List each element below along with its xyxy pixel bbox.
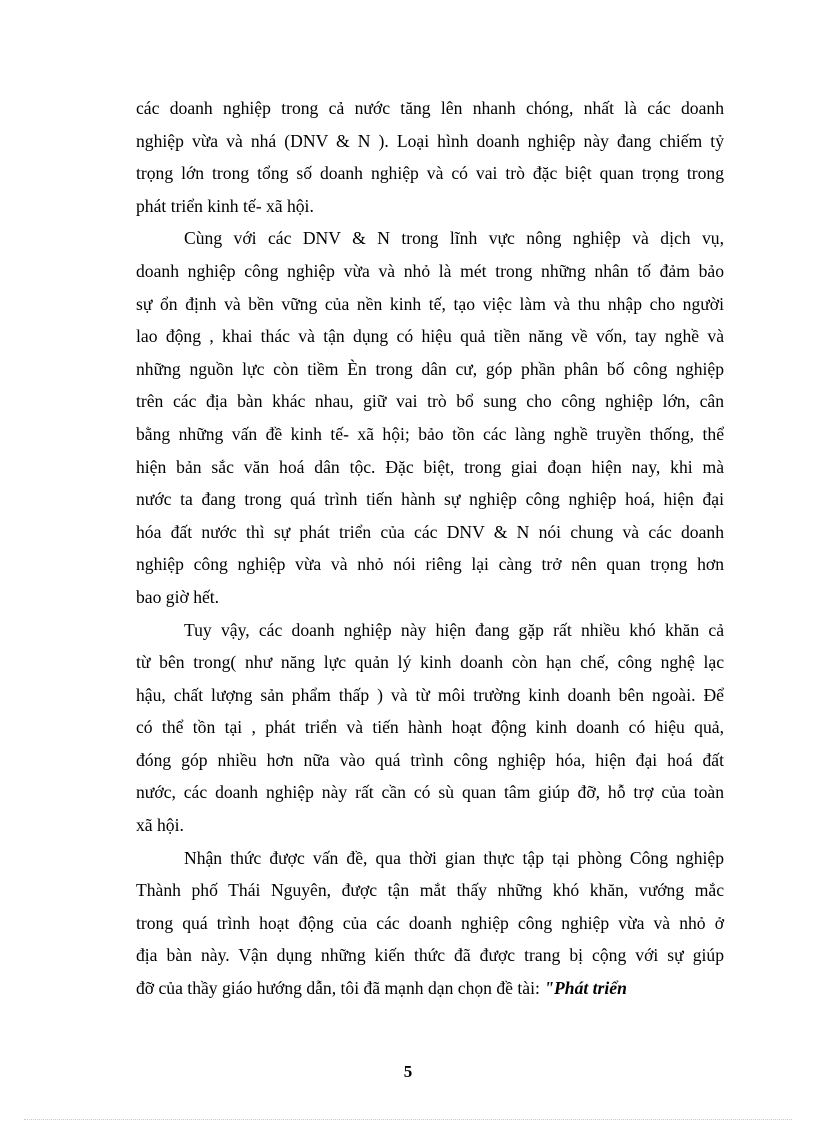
paragraph-3-line: nước, các doanh nghiệp này rất cần có sù quan tâm giúp đỡ, hỗ trợ của toàn bbox=[136, 782, 724, 803]
paragraph-3-line: từ bên trong( như năng lực quản lý kinh doanh còn hạn chế, công nghệ lạc bbox=[136, 652, 724, 673]
paragraph-3-line: xã hội. bbox=[136, 815, 184, 836]
paragraph-2-line: hóa đất nước thì sự phát triển của các DNV & N nói chung và các doanh bbox=[136, 521, 724, 542]
paragraph-2-line: bằng những vấn đề kinh tế- xã hội; bảo tồn các làng nghề truyền thống, thể bbox=[136, 423, 724, 444]
paragraph-1-line: phát triển kinh tế- xã hội. bbox=[136, 195, 314, 216]
paragraph-3-line: hậu, chất lượng sản phẩm thấp ) và từ môi trường kinh doanh bên ngoài. Để bbox=[136, 684, 724, 705]
body-text bbox=[136, 92, 724, 1005]
paragraph-2-line: nước ta đang trong quá trình tiến hành sự nghiệp công nghiệp hoá, hiện đại bbox=[136, 489, 724, 510]
paragraph-2-line: bao giờ hết. bbox=[136, 586, 220, 607]
paragraph-3-line: đóng góp nhiều hơn nữa vào quá trình công nghiệp hóa, hiện đại hoá đất bbox=[136, 749, 724, 770]
paragraph-3-line: có thể tồn tại , phát triển và tiến hành hoạt động kinh doanh có hiệu quả, bbox=[136, 717, 724, 738]
paragraph-1-line: nghiệp vừa và nhá (DNV & N ). Loại hình doanh nghiệp này đang chiếm tỷ bbox=[136, 130, 724, 151]
paragraph-1-line: trọng lớn trong tổng số doanh nghiệp và có vai trò đặc biệt quan trọng trong bbox=[136, 163, 724, 184]
paragraph-4-line: địa bàn này. Vận dụng những kiến thức đã được trang bị cộng với sự giúp bbox=[136, 945, 724, 966]
paragraph-2-line: nghiệp công nghiệp vừa và nhỏ nói riêng lại càng trở nên quan trọng hơn bbox=[136, 554, 724, 575]
footer-divider bbox=[24, 1119, 792, 1120]
paragraph-4-line: trong quá trình hoạt động của các doanh nghiệp công nghiệp vừa và nhỏ ở bbox=[136, 912, 724, 933]
paragraph-4-final-line bbox=[136, 972, 724, 1005]
paragraph-4-line: đỡ của thầy giáo hướng dẫn, tôi đã mạnh dạn chọn đề tài: bbox=[136, 978, 545, 999]
paragraph-2-line: Cùng với các DNV & N trong lĩnh vực nông nghiệp và dịch vụ, bbox=[184, 228, 724, 249]
thesis-title-fragment: "Phát triển bbox=[544, 978, 627, 999]
paragraph-2-line: những nguồn lực còn tiềm Èn trong dân cư, góp phần phân bố công nghiệp bbox=[136, 358, 724, 379]
paragraph-2-line: doanh nghiệp công nghiệp vừa và nhỏ là mét trong những nhân tố đảm bảo bbox=[136, 260, 724, 281]
paragraph-2-line: hiện bản sắc văn hoá dân tộc. Đặc biệt, trong giai đoạn hiện nay, khi mà bbox=[136, 456, 724, 477]
paragraph-1-line: các doanh nghiệp trong cả nước tăng lên nhanh chóng, nhất là các doanh bbox=[136, 98, 724, 118]
paragraph-2-line: lao động , khai thác và tận dụng có hiệu quả tiền năng về vốn, tay nghề và bbox=[136, 326, 724, 347]
paragraph-4-line: Thành phố Thái Nguyên, được tận mắt thấy những khó khăn, vướng mắc bbox=[136, 880, 724, 901]
paragraph-3-line: Tuy vậy, các doanh nghiệp này hiện đang gặp rất nhiều khó khăn cả bbox=[184, 619, 724, 640]
paragraph-4-line: Nhận thức được vấn đề, qua thời gian thực tập tại phòng Công nghiệp bbox=[184, 847, 724, 868]
paragraph-2-line: trên các địa bàn khác nhau, giữ vai trò bổ sung cho công nghiệp lớn, cân bbox=[136, 391, 724, 412]
page-number: 5 bbox=[403, 1062, 413, 1081]
paragraph-2-line: sự ổn định và bền vững của nền kinh tế, tạo việc làm và thu nhập cho người bbox=[136, 293, 724, 314]
